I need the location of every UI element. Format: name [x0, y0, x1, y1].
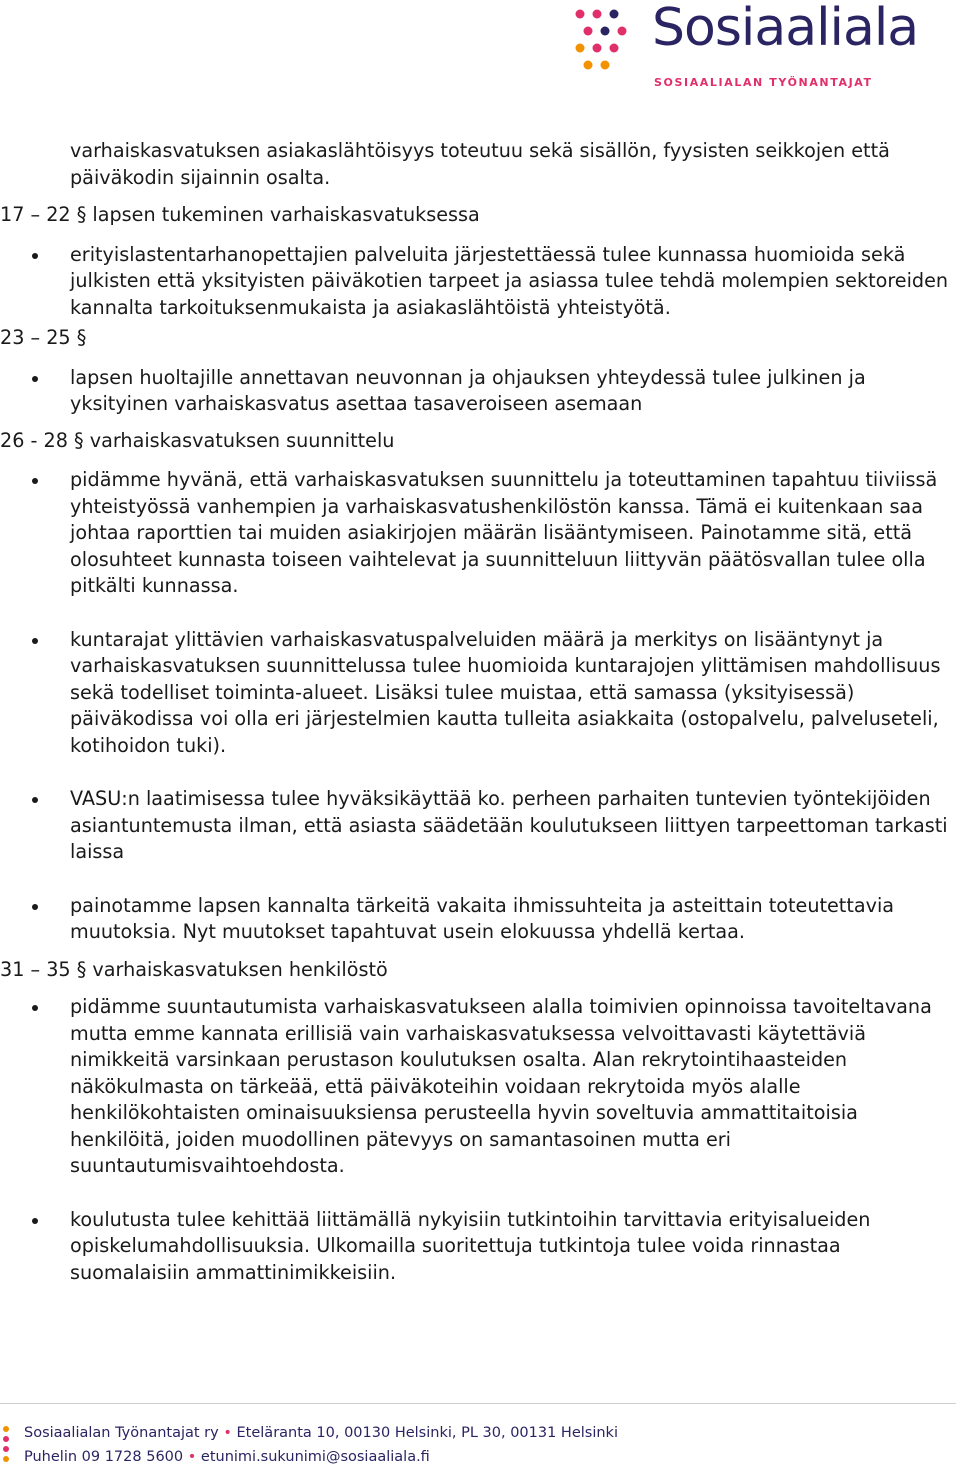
list-item-text: painotamme lapsen kannalta tärkeitä vakaita ihmissuhteita ja asteittain toteutettavia muutoksia. Nyt muutokset tapahtuvat usein elokuussa yhdellä kertaa.	[70, 893, 895, 943]
bullet-icon	[32, 797, 38, 803]
intro-paragraph: varhaiskasvatuksen asiakaslähtöisyys toteutuu sekä sisällön, fyysisten seikkojen että päiväkodin sijainnin osalta.	[70, 139, 890, 189]
bullet-icon	[32, 478, 38, 484]
list-item	[0, 242, 960, 322]
document-body	[0, 138, 960, 1286]
footer-dots-icon	[2, 1425, 16, 1469]
footer-address: Eteläranta 10, 00130 Helsinki, PL 30, 00131 Helsinki	[236, 1425, 618, 1441]
list-item-text: pidämme suuntautumista varhaiskasvatukseen alalla toimivien opinnoissa tavoiteltavana mutta emme kannata erillisiä vain varhaiskasvatuksessa velvoittavasti käytettäviä nimikkeitä varsinkaan perustason koulutuksen osalta. Alan rekrytointihaasteiden näkökulmasta on tärkeää, että päiväkoteihin voidaan rekrytoida myös alalle henkilökohtaisten ominaisuuksiensa perusteella hyvin soveltuvia ammattitaitoisia henkilöitä, joiden muodollinen pätevyys on samantasoinen mutta eri suuntautumisvaihtoehdosta.	[70, 995, 932, 1177]
section-heading: 26 - 28 § varhaiskasvatuksen suunnittelu	[0, 428, 395, 452]
logo-subtitle: SOSIAALIALAN TYÖNANTAJAT	[654, 76, 873, 89]
footer-separator: •	[223, 1425, 232, 1441]
bullet-icon	[32, 376, 38, 382]
bullet-icon	[32, 253, 38, 259]
logo-wordmark: Sosiaaliala	[652, 0, 919, 58]
footer-separator: •	[187, 1449, 197, 1465]
footer-address-line	[24, 1425, 618, 1441]
section-heading: 31 – 35 § varhaiskasvatuksen henkilöstö	[0, 957, 388, 981]
bullet-icon	[32, 1005, 38, 1011]
footer-contact-line	[24, 1449, 430, 1465]
list-item	[0, 786, 960, 866]
page-footer	[0, 1403, 960, 1470]
list-item-text: VASU:n laatimisessa tulee hyväksikäyttää ko. perheen parhaiten tuntevien työntekijöiden asiantuntemusta ilman, että asiasta säädetään koulutukseen liittyen tarpeettoman tarkasti laissa	[70, 787, 948, 863]
list-item	[0, 467, 960, 600]
footer-divider	[0, 1403, 956, 1404]
sosiaaliala-logo	[572, 0, 952, 92]
bullet-icon	[32, 1218, 38, 1224]
footer-org: Sosiaalialan Työnantajat ry	[24, 1425, 219, 1441]
bullet-icon	[32, 904, 38, 910]
list-item-text: erityislastentarhanopettajien palveluita järjestettäessä tulee kunnassa huomioida sekä julkisten että yksityisten päiväkotien tarpeet ja asiassa tulee tehdä molempien sektoreiden kannalta tarkoituksenmukaista ja asiakaslähtöistä yhteistyötä.	[70, 242, 949, 319]
footer-email[interactable]: etunimi.sukunimi@sosiaaliala.fi	[200, 1449, 430, 1465]
list-item-text: kuntarajat ylittävien varhaiskasvatuspalveluiden määrä ja merkitys on lisääntynyt ja varhaiskasvatuksen suunnittelussa tulee huomioida kuntarajojen ylittämisen mahdollisuus sekä todelliset toiminta-alueet. Lisäksi tulee muistaa, että samassa (yksityisessä) päiväkodissa voi olla eri järjestelmien kautta tulleita asiakkaita (ostopalvelu, palveluseteli, kotihoidon tuki).	[70, 627, 941, 757]
list-item	[0, 627, 960, 760]
section-heading: 17 – 22 § lapsen tukeminen varhaiskasvatuksessa	[0, 203, 480, 226]
footer-phone: Puhelin 09 1728 5600	[24, 1449, 184, 1465]
bullet-icon	[32, 638, 38, 644]
list-item	[0, 1207, 960, 1287]
list-item-text: pidämme hyvänä, että varhaiskasvatuksen suunnittelu ja toteuttaminen tapahtuu tiiviissä yhteistyössä vanhempien ja varhaiskasvatushenkilöstön kanssa. Tämä ei kuitenkaan saa johtaa raporttien tai muiden asiakirjojen määrän lisääntymiseen. Painotamme sitä, että olosuhteet kunnasta toiseen vaihtelevat ja suunnitteluun liittyvän päätösvallan tulee olla pitkälti kunnassa.	[70, 468, 938, 597]
list-item-text: lapsen huoltajille annettavan neuvonnan ja ohjauksen yhteydessä tulee julkinen ja yksityinen varhaiskasvatus asettaa tasaveroiseen asemaan	[70, 365, 866, 415]
list-item	[0, 994, 960, 1180]
section-heading: 23 – 25 §	[0, 326, 87, 349]
logo-dots-icon	[572, 6, 642, 80]
list-item	[0, 365, 960, 418]
list-item	[0, 893, 960, 946]
list-item-text: koulutusta tulee kehittää liittämällä nykyisiin tutkintoihin tarvittavia erityisalueiden opiskelumahdollisuuksia. Ulkomailla suoritettuja tutkintoja tulee voida rinnastaa suomalaisiin ammattinimikkeisiin.	[70, 1207, 871, 1284]
